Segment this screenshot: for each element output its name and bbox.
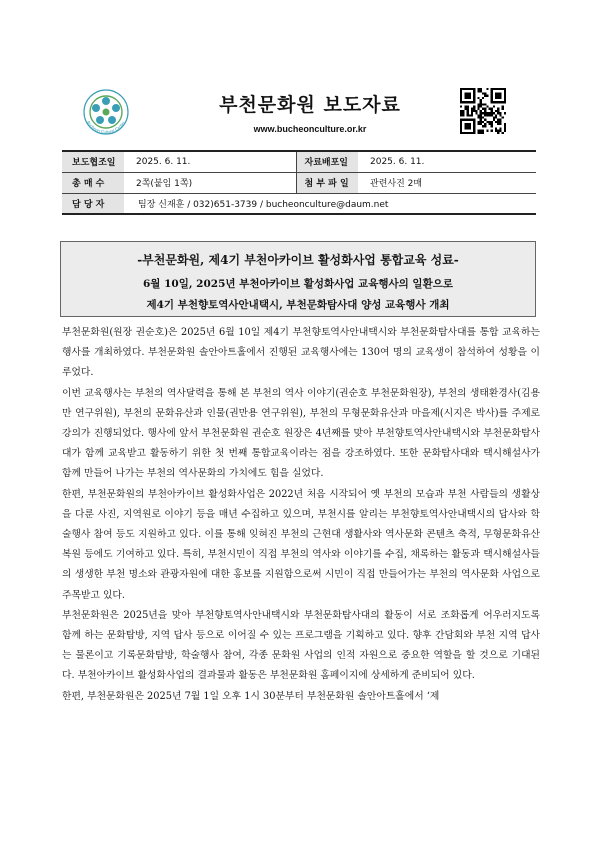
report-date-label: 보도협조일	[62, 151, 124, 172]
org-title: 부천문화원 보도자료	[219, 94, 401, 116]
paragraph-2: 이번 교육행사는 부천의 역사달력을 통해 본 부천의 역사 이야기(권순호 부천문화원장), 부천의 생태환경사(김용만 연구위원), 부천의 문화유산과 인물(권만용 연구위원), 부천의 무형문화유산과 마을제(시지은 박사)를 주제로 강의가 진행되었다. 행사에 앞서 부천문화원 권순호 원장은 4년째를 맞아 부천향토역사안내택시와 부천문화탐사대가 함께 교육받고 활동하기 위한 첫 번째 통합교육이라는 점을 강조하였다. 또한 문화탐사대와 택시해설사가 함께 만들어 나가는 부천의 역사문화의 가치에도 힘을 실었다.	[62, 387, 540, 480]
press-info-table	[62, 150, 536, 215]
org-url[interactable]: www.bucheonculture.or.kr	[253, 124, 367, 134]
release-date-label: 자료배포일	[296, 151, 358, 172]
report-date-value: 2025. 6. 11.	[124, 151, 296, 172]
bucheon-culture-logo	[78, 84, 134, 140]
page-count-label: 총 매 수	[62, 172, 124, 193]
headline-box	[60, 241, 536, 317]
logo-text: Bucheon Cultural Center	[85, 119, 126, 135]
info-row-dates	[62, 151, 536, 172]
page-count-value: 2쪽(붙임 1쪽)	[124, 172, 296, 193]
info-row-contact	[62, 193, 536, 214]
attachment-label: 첨 부 파 일	[296, 172, 358, 193]
attachment-value: 관련사진 2매	[358, 172, 536, 193]
info-row-pages	[62, 172, 536, 193]
qr-code-icon	[460, 88, 506, 134]
paragraph-1: 부천문화원(원장 권순호)은 2025년 6월 10일 제4기 부천향토역사안내택시와 부천문화탐사대를 통합 교육하는 행사를 개최하였다. 부천문화원 솔안아트홀에서 진행된 교육행사에는 130여 명의 교육생이 참석하여 성황을 이루었다.	[62, 327, 540, 379]
contact-label: 담 당 자	[62, 193, 124, 214]
contact-value: 팀장 신재훈 / 032)651-3739 / bucheonculture@daum.net	[124, 193, 536, 214]
headline-title: -부천문화원, 제4기 부천아카이브 활성화사업 통합교육 성료-	[137, 253, 459, 267]
paragraph-4: 부천문화원은 2025년을 맞아 부천향토역사안내택시와 부천문화탐사대의 활동이 서로 조화롭게 어우러지도록 함께 하는 문화탐방, 지역 답사 등으로 이어질 수 있는 프로그램을 기획하고 있다. 향후 간담회와 부천 지역 답사는 물론이고 기록문화탐방, 학술행사 참여, 각종 문화원 사업의 인적 자원으로 중요한 역할을 할 것으로 기대된다. 부천아카이브 활성화사업의 결과물과 활동은 부천문화원 홈페이지에 상세하게 준비되어 있다.	[62, 609, 540, 682]
paragraph-3: 한편, 부천문화원의 부천아카이브 활성화사업은 2022년 처음 시작되어 옛 부천의 모습과 부천 사람들의 생활상을 다룬 사진, 지역원로 이야기 등을 매년 수집하고 있으며, 부천시를 알리는 부천향토역사안내택시의 답사와 학술행사 참여 등도 지원하고 있다. 이를 통해 잊혀진 부천의 근현대 생활사와 역사문화 콘텐츠 축적, 무형문화유산 복원 등에도 기여하고 있다. 특히, 부천시민이 직접 부천의 역사와 이야기를 수집, 채록하는 활동과 택시해설사들의 생생한 부천 명소와 관광자원에 대한 홍보를 지원함으로써 시민이 직접 만들어가는 부천의 역사문화 사업으로 주목받고 있다.	[62, 488, 540, 601]
paragraph-5: 한편, 부천문화원은 2025년 7월 1일 오후 1시 30분부터 부천문화원 솔안아트홀에서 ‘제	[62, 690, 440, 702]
svg-text:Bucheon Cultural Center	[86, 120, 126, 135]
headline-subtitle-2: 제4기 부천향토역사안내택시, 부천문화탐사대 양성 교육행사 개최	[146, 299, 450, 311]
release-date-value: 2025. 6. 11.	[358, 151, 536, 172]
headline-subtitle-1: 6월 10일, 2025년 부천아카이브 활성화사업 교육행사의 일환으로	[142, 278, 454, 290]
article-body	[62, 323, 540, 707]
